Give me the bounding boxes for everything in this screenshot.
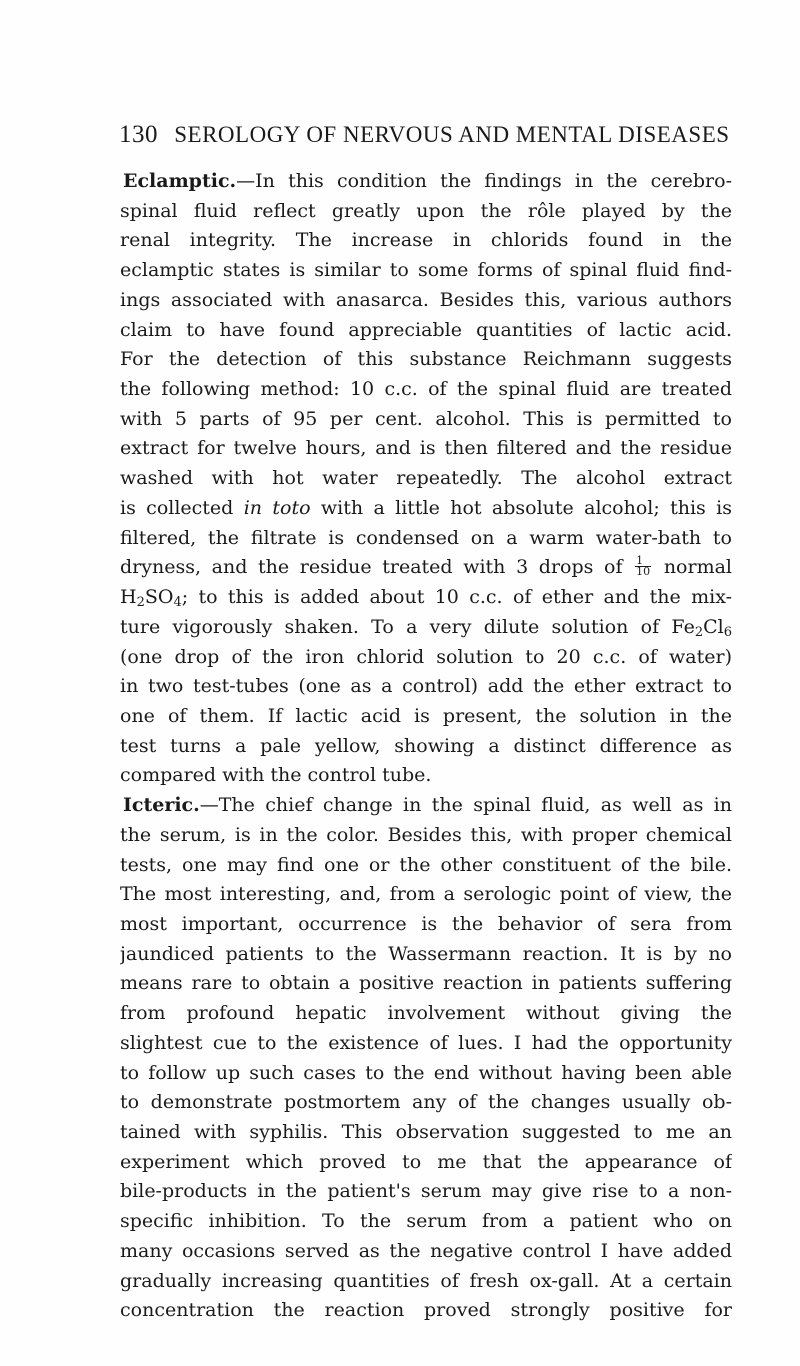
- text-line: renal integrity. The increase in chlorids found in the: [120, 229, 732, 252]
- text-line: ings associated with anasarca. Besides this, various authors: [120, 288, 732, 311]
- text-line: gradually increasing quantities of fresh ox-gall. At a certain: [120, 1269, 732, 1292]
- text-line: the serum, is in the color. Besides this, with proper chemical: [120, 823, 732, 846]
- text-line: Icteric.—The chief change in the spinal fluid, as well as in: [123, 794, 732, 817]
- text-line: $H_2SO_4$; to this is added about 10 c.c. of ether and the mix-: [120, 586, 732, 611]
- text-line: For the detection of this substance Reichmann suggests: [120, 348, 732, 371]
- text-line: Eclamptic.—In this condition the findings in the cerebro-: [123, 170, 732, 192]
- italic-phrase: in toto: [243, 496, 311, 519]
- text-line: test turns a pale yellow, showing a distinct difference as: [120, 734, 732, 757]
- text-line: means rare to obtain a positive reaction in patients suffering: [120, 972, 732, 995]
- text-line: in two test-tubes (one as a control) add the ether extract to: [120, 675, 732, 698]
- text-line: from profound hepatic involvement without giving the: [120, 1002, 732, 1025]
- text-line: concentration the reaction proved strongly positive for: [120, 1299, 732, 1322]
- text-line: extract for twelve hours, and is then filtered and the residue: [120, 437, 732, 460]
- text-line: filtered, the filtrate is condensed on a warm water-bath to: [120, 526, 732, 549]
- text-line: dryness, and the residue treated with 3 drops of $\frac{1}{10}$ normal: [120, 553, 732, 579]
- text-line: to demonstrate postmortem any of the changes usually ob-: [120, 1091, 732, 1114]
- text-line: tained with syphilis. This observation suggested to me an: [120, 1121, 732, 1143]
- paragraph-lead-icteric: Icteric.: [123, 794, 200, 817]
- text-line: jaundiced patients to the Wassermann reaction. It is by no: [120, 942, 732, 965]
- running-title: SEROLOGY OF NERVOUS AND MENTAL DISEASES: [174, 122, 730, 147]
- text-line: is collected in toto with a little hot absolute alcohol; this is: [120, 496, 732, 519]
- text-line: many occasions served as the negative control I have added: [120, 1239, 732, 1262]
- running-head: [119, 121, 739, 149]
- text-line: claim to have found appreciable quantities of lactic acid.: [120, 318, 732, 341]
- text-line: washed with hot water repeatedly. The alcohol extract: [120, 467, 732, 490]
- text-line: most important, occurrence is the behavior of sera from: [120, 912, 732, 935]
- text-line: specific inhibition. To the serum from a patient who on: [120, 1210, 732, 1233]
- body-text: [120, 167, 732, 1326]
- text-line: The most interesting, and, from a serologic point of view, the: [120, 883, 732, 906]
- text-line: tests, one may find one or the other constituent of the bile.: [120, 853, 732, 876]
- text-line: to follow up such cases to the end without having been able: [120, 1061, 732, 1084]
- text-line: one of them. If lactic acid is present, the solution in the: [120, 704, 732, 727]
- fraction-one-tenth: $\frac{1}{10}$: [636, 553, 651, 578]
- page-number: 130: [119, 121, 158, 148]
- paragraph-lead-eclamptic: Eclamptic.: [123, 170, 237, 192]
- text-line: (one drop of the iron chlorid solution to 20 c.c. of water): [120, 645, 732, 668]
- text-line: slightest cue to the existence of lues. I had the opportunity: [120, 1031, 732, 1054]
- text-line: the following method: 10 c.c. of the spinal fluid are treated: [120, 378, 732, 401]
- text-line: compared with the control tube.: [120, 764, 432, 787]
- text-line: ture vigorously shaken. To a very dilute solution of $Fe_2Cl_6$: [120, 615, 732, 640]
- text-line: spinal fluid reflect greatly upon the rôle played by the: [120, 199, 732, 222]
- text-line: eclamptic states is similar to some forms of spinal fluid find-: [120, 259, 732, 282]
- text-line: with 5 parts of 95 per cent. alcohol. This is permitted to: [120, 407, 732, 430]
- text-line: experiment which proved to me that the appearance of: [120, 1150, 732, 1173]
- text-line: bile-products in the patient's serum may give rise to a non-: [120, 1180, 732, 1203]
